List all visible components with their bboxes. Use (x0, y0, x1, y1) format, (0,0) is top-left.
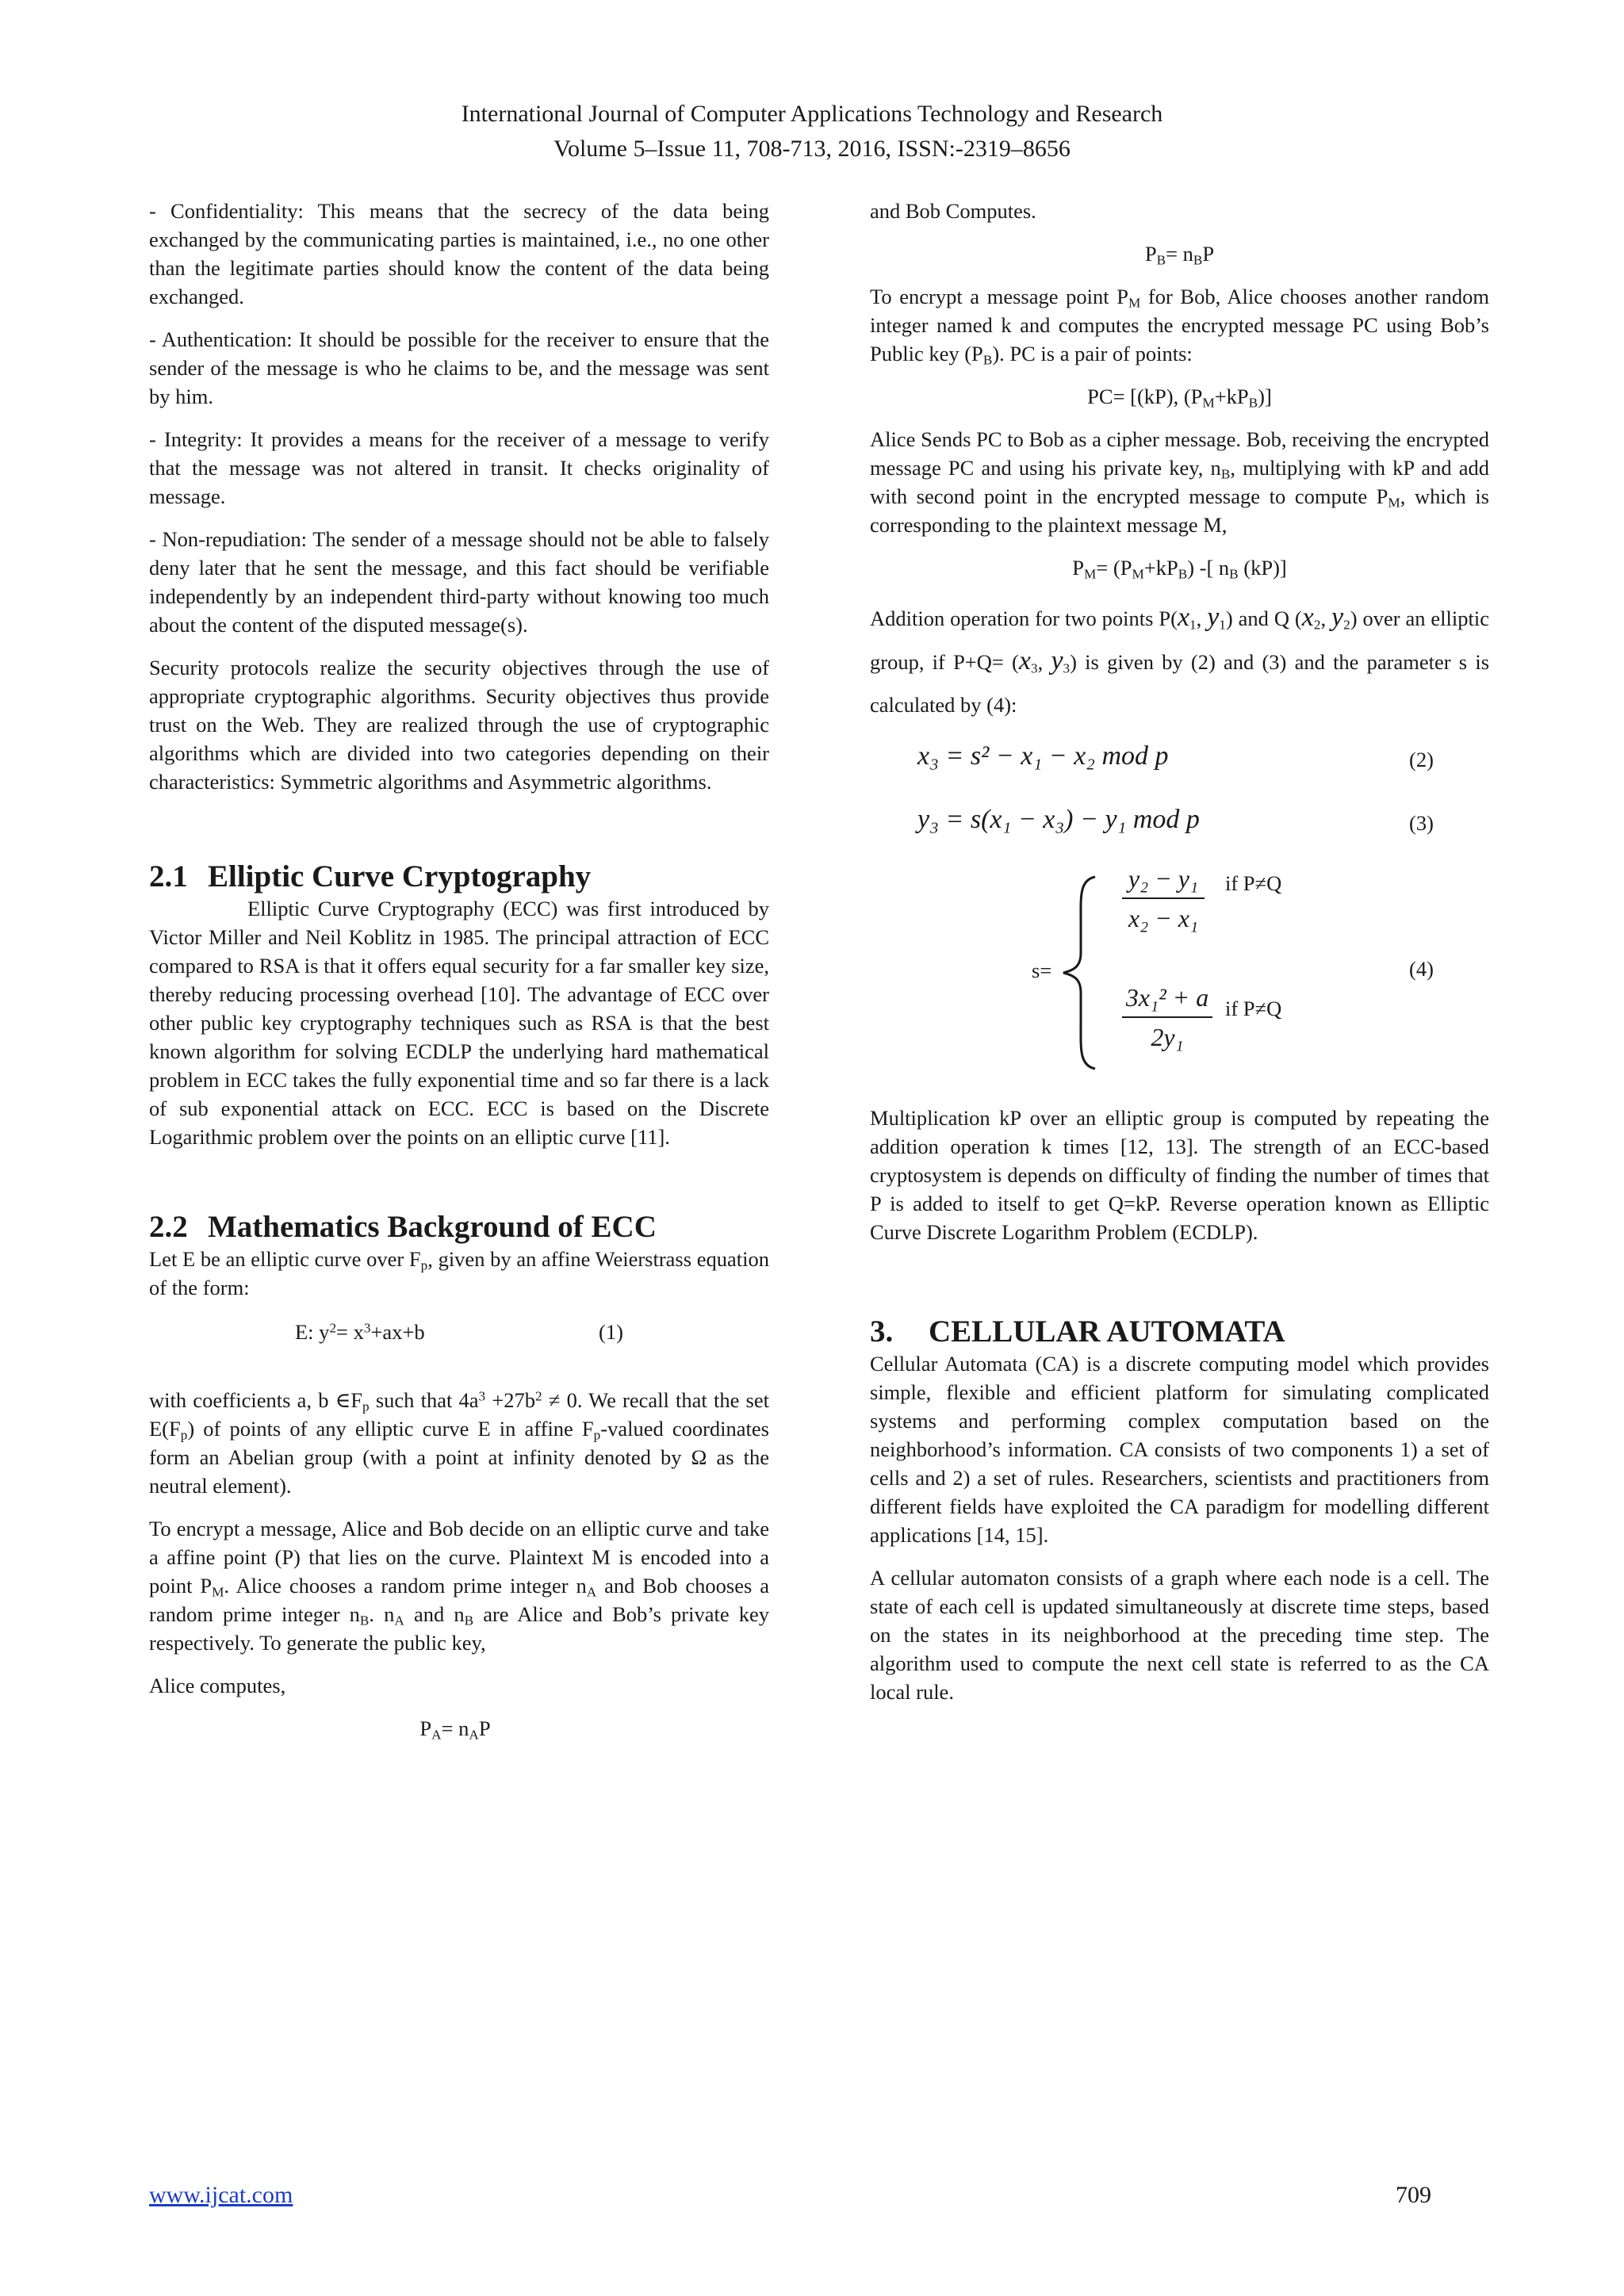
paragraph-send-pc: Alice Sends PC to Bob as a cipher message. Bob, receiving the encrypted message PC and using his private key, $n_B$, multiplying with kP and add with second point in the encrypted message to compute $P_M$, which is corresponding to the plaintext message M, (870, 427, 1489, 537)
equation-4-top-fraction (1122, 864, 1205, 932)
bottom-denominator: 2y₁ (1151, 1023, 1184, 1051)
fraction-bar (1122, 897, 1205, 899)
paragraph-weierstrass: Let E be an elliptic curve over $F_p$, given by an affine Weierstrass equation of the form: (149, 1247, 769, 1299)
equation-pa: $P_A= n_AP$ (419, 1716, 491, 1743)
paragraph-ca-definition: Cellular Automata (CA) is a discrete computing model which provides simple, flexible and efficient platform for simulating complicated systems and performing complex computation based on the neighborhood’s information. CA consists of two components 1) a set of cells and 2) a set of rules. Researchers, scientists and practitioners from different fields have exploited the CA paradigm for modelling different applications [14, 15]. (870, 1352, 1489, 1547)
left-column (149, 197, 769, 1757)
paragraph-ca-graph: A cellular automaton consists of a graph where each node is a cell. The state of each cell is updated simultaneously at discrete time steps, based on the states in its neighborhood at the preceding time step. The algorithm used to compute the next cell state is referred to as the CA local rule. (870, 1566, 1489, 1704)
left-brace-icon (1060, 874, 1098, 1072)
right-column (870, 197, 1489, 1720)
section-number: 3. (870, 1314, 894, 1349)
equation-1-text: E: $y^2= x^3+ax+b$ (295, 1320, 425, 1344)
equation-2 (870, 740, 1489, 786)
alice-computes: Alice computes, (149, 1674, 286, 1697)
section-2-1-heading (149, 859, 769, 894)
bottom-numerator: 3x₁² + a (1125, 983, 1209, 1012)
journal-volume: Volume 5–Issue 11, 708-713, 2016, ISSN:-2319–8656 (553, 136, 1071, 162)
equation-1 (149, 1316, 769, 1372)
equation-2-number: (2) (1409, 748, 1434, 771)
section-number: 2.1 (149, 859, 188, 894)
equation-3-number: (3) (1409, 811, 1434, 835)
top-numerator: y₂ − y₁ (1128, 864, 1199, 893)
equation-2-text: x₃ = s² − x₁ − x₂ mod p (917, 741, 1169, 771)
paragraph-encrypt-message: To encrypt a message, Alice and Bob decide on an elliptic curve and take a affine point (P) that lies on the curve. Plaintext M is encoded into a point $P_M$. Alice chooses a random prime integer $n_A$ and Bob chooses a random prime integer $n_B$. $n_A$ and $n_B$ are Alice and Bob’s private key respectively. To generate the public key, (149, 1517, 770, 1655)
paragraph-coefficients: with coefficients a, b $\in F_p$ such that $4a^3 +27b^2 \ne 0$. We recall that the set $E(F_p)$ of points of any elliptic curve E in affine $F_p$-valued coordinates form an Abelian group (with a point at infinity denoted by Ω as the neutral element). (149, 1388, 769, 1498)
paragraph-security-protocols: Security protocols realize the security objectives through the use of appropriate cryptographic algorithms. Security objectives thus provide trust on the Web. They are realized through the use of cryptographic algorithms which are divided into two categories depending on their characteristics: Symmetric algorithms and Asymmetric algorithms. (149, 656, 769, 794)
bottom-condition: if P≠Q (1225, 997, 1282, 1020)
paragraph-multiplication: Multiplication kP over an elliptic group is computed by repeating the addition operation k times [12, 13]. The strength of an ECC-based cryptosystem is depends on difficulty of finding the number of times that P is added to itself to get Q=kP. Reverse operation known as Elliptic Curve Discrete Logarithm Problem (ECDLP). (870, 1106, 1489, 1244)
bullet-confidentiality: - Confidentiality: This means that the secrecy of the data being exchanged by the communicating parties is maintained, i.e., no one other than the legitimate parties should know the content of the data being exchanged. (149, 199, 769, 308)
section-number: 2.2 (149, 1210, 188, 1244)
paragraph-addition: Addition operation for two points $P(x_1$, $y_1$) and Q ($x_2$, $y_2$) over an elliptic group, if $P+Q= (x_3$, $y_3$) is given by (2) and (3) and the parameter s is calculated by (4): (870, 603, 1490, 717)
bob-computes: and Bob Computes. (870, 199, 1036, 223)
journal-header (0, 97, 1624, 166)
equation-4-s: s= (1032, 959, 1052, 982)
journal-title: International Journal of Computer Applications Technology and Research (461, 101, 1163, 127)
equation-4-bottom-fraction (1122, 983, 1212, 1051)
section-2-2-heading (149, 1210, 769, 1245)
equation-3 (870, 804, 1489, 850)
page-number: 709 (1396, 2182, 1431, 2208)
section-title: Elliptic Curve Cryptography (208, 859, 592, 894)
top-condition: if P≠Q (1225, 871, 1282, 895)
equation-pm: $P_M= (P_M+kP_B)$ -[ $n_B$ (kP)] (1072, 556, 1287, 582)
equation-pc: PC= [(kP), $(P_M+kP_B)$] (1087, 385, 1272, 411)
bullet-integrity: - Integrity: It provides a means for the receiver of a message to verify that the message was not altered in transit. It checks originality of message. (149, 427, 769, 508)
fraction-bar (1122, 1016, 1212, 1018)
paragraph-encrypt-pm: To encrypt a message point $P_M$ for Bob, Alice chooses another random integer named k and computes the encrypted message PC using Bob’s Public key $(P_B)$. PC is a pair of points: (870, 285, 1489, 368)
bullet-nonrepudiation: - Non-repudiation: The sender of a message should not be able to falsely deny later that he sent the message, and this fact should be verifiable independently by an independent third-party without knowing too much about the content of the disputed message(s). (149, 527, 769, 637)
section-title: Mathematics Background of ECC (208, 1210, 657, 1244)
equation-4 (870, 864, 1489, 1078)
section-3-heading (870, 1314, 1489, 1349)
equation-1-number: (1) (599, 1320, 623, 1344)
equation-3-text: y₃ = s(x₁ − x₃) − y₁ mod p (917, 805, 1200, 834)
top-denominator: x₂ − x₁ (1128, 904, 1199, 932)
equation-pb: $P_B= n_BP$ (1144, 242, 1215, 268)
paragraph-ecc-intro: Elliptic Curve Cryptography (ECC) was first introduced by Victor Miller and Neil Koblitz in 1985. The principal attraction of ECC compared to RSA is that it offers equal security for a far smaller key size, thereby reducing processing overhead [10]. The advantage of ECC over other public key cryptography techniques such as RSA is that the best known algorithm for solving ECDLP the underlying hard mathematical problem in ECC takes the fully exponential time and so far there is a lack of sub exponential attack on ECC. ECC is based on the Discrete Logarithmic problem over the points on an elliptic curve [11]. (149, 897, 769, 1149)
journal-website-link[interactable]: www.ijcat.com (149, 2182, 293, 2208)
bullet-authentication: - Authentication: It should be possible for the receiver to ensure that the sender of the message is who he claims to be, and the message was sent by him. (149, 327, 769, 408)
equation-4-number: (4) (1409, 957, 1434, 981)
section-title: CELLULAR AUTOMATA (929, 1314, 1285, 1349)
